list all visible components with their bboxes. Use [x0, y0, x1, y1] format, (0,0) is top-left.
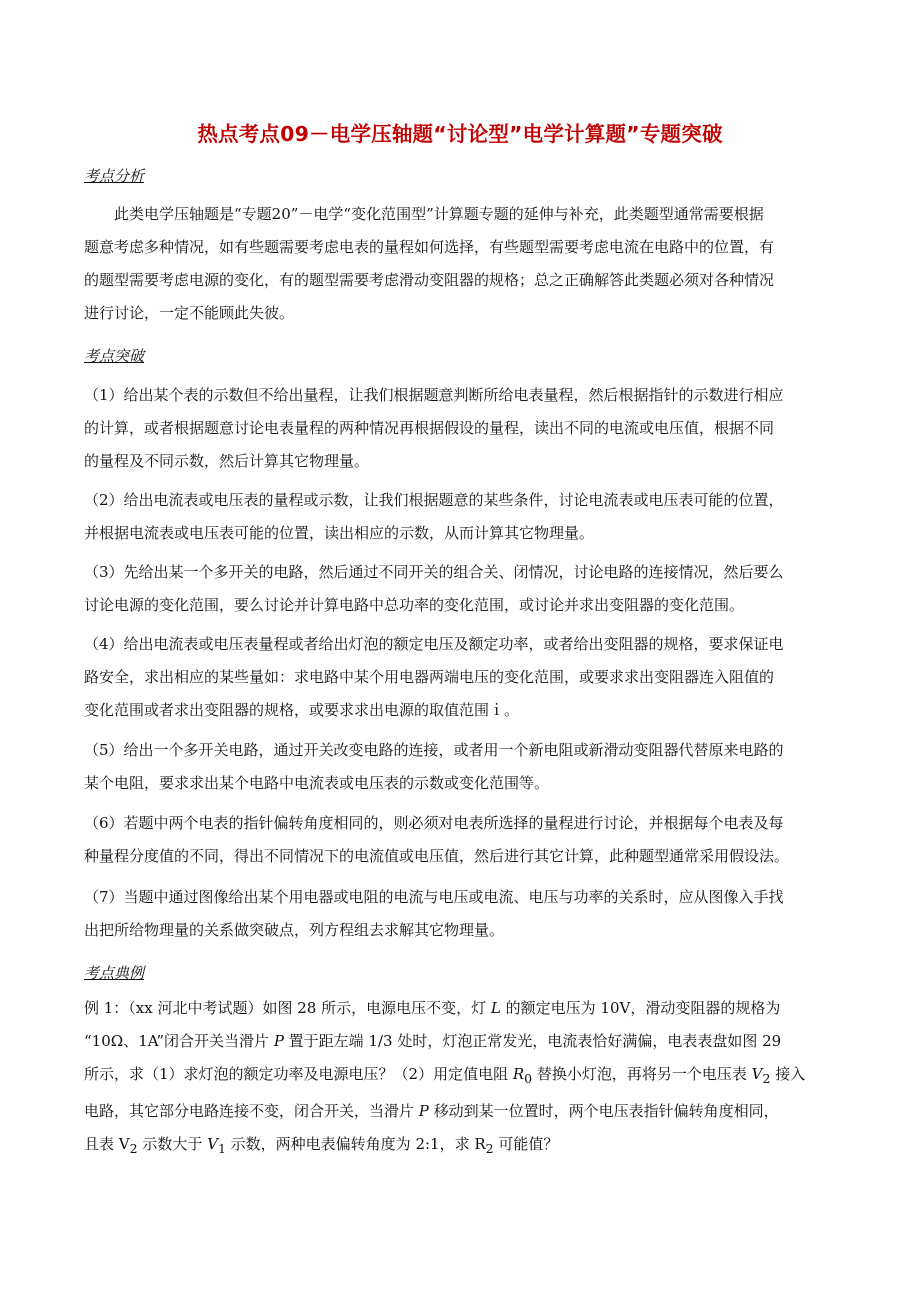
text-line: （1）给出某个表的示数但不给出量程，让我们根据题意判断所给电表量程，然后根据指针的示数进行相应	[84, 386, 784, 404]
text-line: （7）当题中通过图像给出某个用电器或电阻的电流与电压或电流、电压与功率的关系时，应从图像入手找	[84, 888, 784, 906]
text-line: 且表 $V_2$ 示数大于 $V_1$ 示数，两种电表偏转角度为 2:1，求 $R_2$ 可能值？	[84, 1135, 559, 1156]
section-heading-analysis: 考点分析	[84, 167, 145, 185]
text-line: 所示，求（1）求灯泡的额定功率及电源电压？（2）用定值电阻 $R_0$ 替换小灯泡，再将另一个电压表 $V_2$ 接入	[84, 1065, 806, 1086]
text-line: （5）给出一个多开关电路，通过开关改变电路的连接，或者用一个新电阻或新滑动变阻器代替原来电路的	[84, 741, 784, 759]
text-line: （4）给出电流表或电压表量程或者给出灯泡的额定电压及额定功率，或者给出变阻器的规格，要求保证电	[84, 635, 784, 653]
text-line: 的计算，或者根据题意讨论电表量程的两种情况再根据假设的量程，读出不同的电流或电压值，根据不同	[84, 419, 775, 437]
page-title: 热点考点09－电学压轴题“讨论型”电学计算题”专题突破	[197, 122, 723, 146]
text-line: （2）给出电流表或电压表的量程或示数，让我们根据题意的某些条件，讨论电流表或电压表可能的位置，	[84, 491, 784, 509]
text-line: 路安全，求出相应的某些量如：求电路中某个用电器两端电压的变化范围，或要求求出变阻器连入阻值的	[84, 668, 775, 686]
text-line: 例 1：（xx 河北中考试题）如图 28 所示，电源电压不变，灯 L 的额定电压为 10V，滑动变阻器的规格为	[84, 999, 781, 1017]
breakthrough-item-3	[84, 556, 837, 622]
text-line: 题意考虑多种情况，如有些题需要考虑电表的量程如何选择，有些题型需要考虑电流在电路中的位置，有	[84, 238, 775, 256]
text-line: 变化范围或者求出变阻器的规格，或要求求出电源的取值范围ｉ。	[84, 701, 520, 719]
text-line: 并根据电流表或电压表可能的位置，读出相应的示数，从而计算其它物理量。	[84, 524, 595, 542]
text-line: 电路，其它部分电路连接不变，闭合开关，当滑片 P 移动到某一位置时，两个电压表指针偏转角度相同，	[84, 1102, 779, 1120]
text-line: 出把所给物理量的关系做突破点，列方程组去求解其它物理量。	[84, 921, 505, 939]
text-line: 的题型需要考虑电源的变化，有的题型需要考虑滑动变阻器的规格；总之正确解答此类题必须对各种情况	[84, 271, 775, 289]
text-line: 进行讨论，一定不能顾此失彼。	[84, 304, 295, 322]
analysis-paragraph	[84, 198, 837, 330]
breakthrough-item-2	[84, 484, 837, 550]
breakthrough-item-6	[84, 807, 837, 873]
example-1	[84, 992, 837, 1165]
breakthrough-item-1	[84, 379, 837, 478]
text-line: “10Ω、1A”闭合开关当滑片 P 置于距左端 1/3 处时，灯泡正常发光，电流表恰好满偏，电表表盘如图 29	[84, 1032, 782, 1050]
text-line: 此类电学压轴题是“专题20”－电学“变化范围型”计算题专题的延伸与补充，此类题型通常需要根据	[114, 205, 764, 223]
text-line: 讨论电源的变化范围，要么讨论并计算电路中总功率的变化范围，或讨论并求出变阻器的变化范围。	[84, 596, 745, 614]
text-line: 的量程及不同示数，然后计算其它物理量。	[84, 452, 370, 470]
section-heading-examples: 考点典例	[84, 964, 145, 982]
breakthrough-item-7	[84, 881, 837, 947]
breakthrough-item-4	[84, 628, 837, 727]
breakthrough-item-5	[84, 734, 837, 800]
text-line: 种量程分度值的不同，得出不同情况下的电流值或电压值，然后进行其它计算，此种题型通常采用假设法。	[84, 847, 790, 865]
text-line: （6）若题中两个电表的指针偏转角度相同的，则必须对电表所选择的量程进行讨论，并根据每个电表及每	[84, 814, 784, 832]
section-heading-breakthrough: 考点突破	[84, 347, 145, 365]
text-line: 某个电阻，要求求出某个电路中电流表或电压表的示数或变化范围等。	[84, 774, 550, 792]
text-line: （3）先给出某一个多开关的电路，然后通过不同开关的组合关、闭情况，讨论电路的连接情况，然后要么	[84, 563, 784, 581]
